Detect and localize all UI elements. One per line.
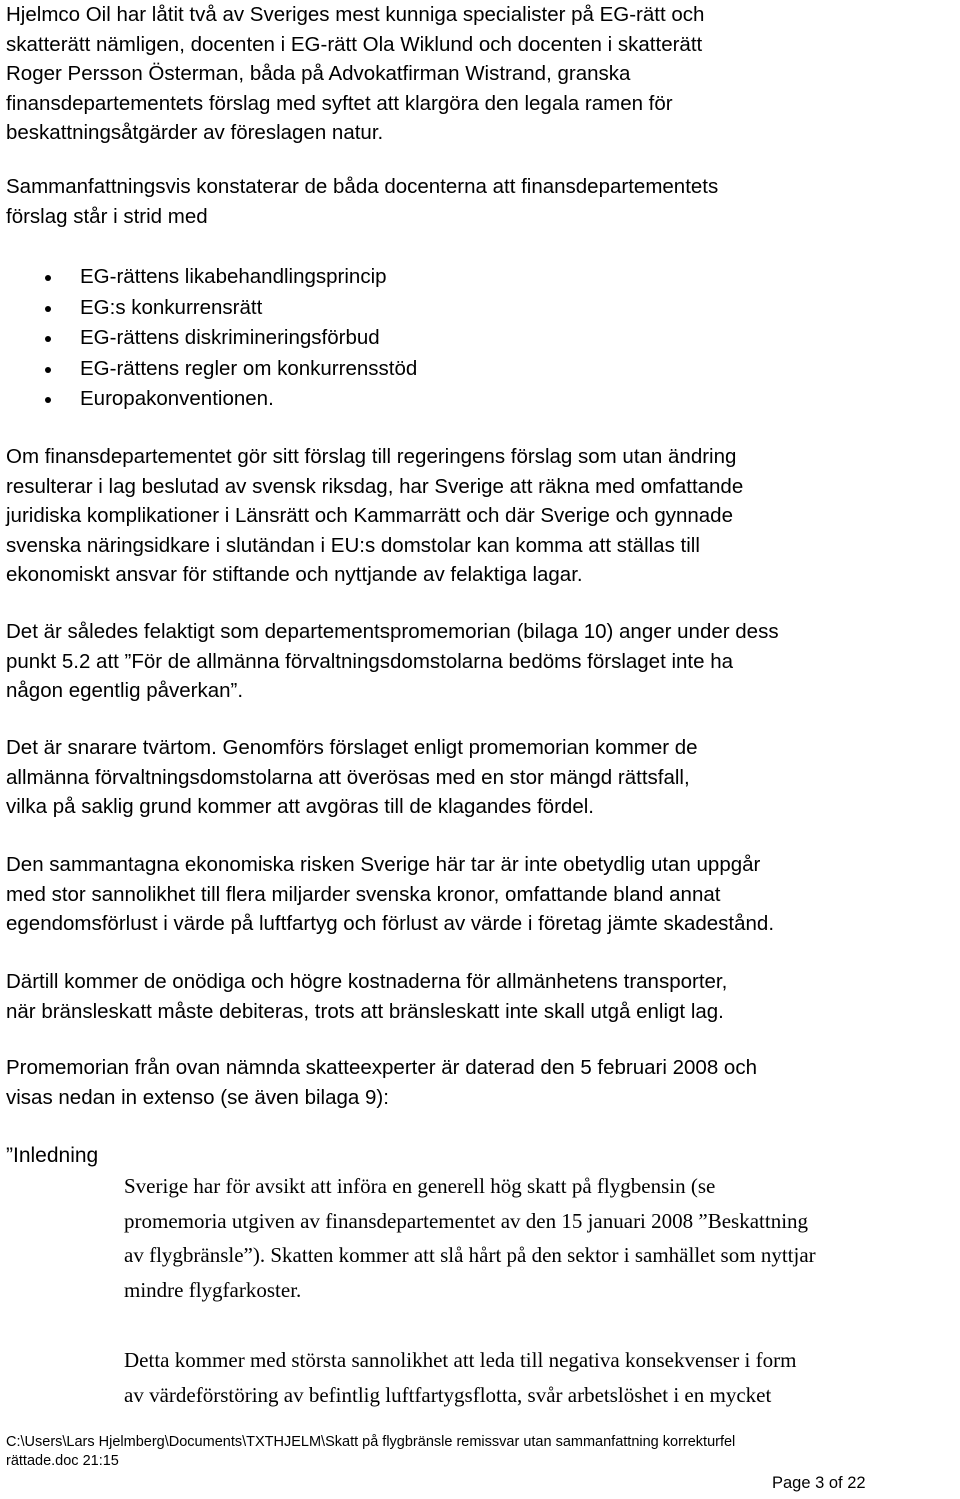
list-item	[0, 384, 900, 415]
text-line: Hjelmco Oil har låtit två av Sveriges mest kunniga specialister på EG-rätt och	[6, 3, 705, 26]
bullet-icon	[45, 306, 51, 312]
list-item-label: EG:s konkurrensrätt	[80, 295, 263, 319]
text-line: Roger Persson Österman, båda på Advokatfirman Wistrand, granska	[6, 62, 631, 85]
text-line: förslag står i strid med	[6, 204, 208, 228]
text-line: mindre flygfarkoster.	[124, 1277, 302, 1302]
text-line: någon egentlig påverkan”.	[6, 679, 244, 702]
paragraph-incorrect-claim	[6, 617, 956, 706]
text-line: Därtill kommer de onödiga och högre kostnaderna för allmänhetens transporter,	[6, 970, 728, 993]
text-line: Promemorian från ovan nämnda skatteexperter är daterad den 5 februari 2008 och	[6, 1056, 757, 1079]
text-line: Om finansdepartementet gör sitt förslag till regeringens förslag som utan ändring	[6, 445, 737, 468]
text-line: beskattningsåtgärder av föreslagen natur.	[6, 121, 384, 144]
text-line: resulterar i lag beslutad av svensk riksdag, har Sverige att räkna med omfattande	[6, 474, 744, 498]
paragraph-intro	[6, 0, 956, 148]
text-line: rättade.doc 21:15	[6, 1453, 119, 1469]
text-line: allmänna förvaltningsdomstolarna att överösas med en stor mängd rättsfall,	[6, 765, 690, 789]
list-item-label: EG-rättens regler om konkurrensstöd	[80, 356, 418, 380]
text-line: visas nedan in extenso (se även bilaga 9):	[6, 1085, 389, 1109]
text-line: Den sammantagna ekonomiska risken Sverige här tar är inte obetydlig utan uppgår	[6, 853, 761, 876]
text-line: svenska näringsidkare i slutändan i EU:s domstolar kan komma att ställas till	[6, 533, 700, 557]
text-line: skatterätt nämligen, docenten i EG-rätt Ola Wiklund och docenten i skatterätt	[6, 32, 703, 56]
bullet-list	[0, 262, 900, 415]
text-line: av flygbränsle”). Skatten kommer att slå hårt på den sektor i samhället som nyttjar	[124, 1243, 816, 1267]
text-line: Sverige har för avsikt att införa en generell hög skatt på flygbensin (se	[124, 1174, 716, 1198]
text-line: när bränsleskatt måste debiteras, trots att bränsleskatt inte skall utgå enligt lag.	[6, 999, 724, 1023]
list-item-label: EG-rättens diskrimineringsförbud	[80, 326, 380, 349]
bullet-icon	[45, 275, 51, 281]
quote-paragraph	[124, 1169, 958, 1307]
list-item	[0, 262, 900, 293]
list-item	[0, 354, 900, 385]
page-number: Page 3 of 22	[772, 1474, 866, 1492]
text-line: Detta kommer med största sannolikhet att leda till negativa konsekvenser i form	[124, 1348, 797, 1372]
text-line: C:\Users\Lars Hjelmberg\Documents\TXTHJELM\Skatt på flygbränsle remissvar utan sammanfattning korrekturfel	[6, 1434, 736, 1450]
list-item	[0, 323, 900, 354]
quote-heading: ”Inledning	[6, 1144, 99, 1167]
text-line: Det är snarare tvärtom. Genomförs förslaget enligt promemorian kommer de	[6, 736, 698, 759]
text-line: punkt 5.2 att ”För de allmänna förvaltningsdomstolarna bedöms förslaget inte ha	[6, 649, 734, 673]
text-line: av värdeförstöring av befintlig luftfartygsflotta, svår arbetslöshet i en mycket	[124, 1382, 772, 1407]
paragraph-economic-risk	[6, 850, 956, 939]
text-line: finansdepartementets förslag med syftet att klargöra den legala ramen för	[6, 91, 673, 115]
text-line: ekonomiskt ansvar för stiftande och nyttjande av felaktiga lagar.	[6, 563, 583, 586]
bullet-icon	[45, 367, 51, 373]
quote-paragraph	[124, 1343, 958, 1412]
paragraph-opposite	[6, 733, 956, 822]
text-line: juridiska komplikationer i Länsrätt och Kammarrätt och där Sverige och gynnade	[6, 504, 733, 527]
text-line: med stor sannolikhet till flera miljarder svenska kronor, omfattande bland annat	[6, 882, 721, 906]
text-line: Sammanfattningsvis konstaterar de båda docenterna att finansdepartementets	[6, 175, 719, 198]
list-item	[0, 293, 900, 324]
paragraph-transport-costs	[6, 967, 956, 1026]
bullet-icon	[45, 397, 51, 403]
list-item-label: EG-rättens likabehandlingsprincip	[80, 265, 387, 288]
text-line: vilka på saklig grund kommer att avgöras till de klagandes fördel.	[6, 795, 594, 818]
list-item-label: Europakonventionen.	[80, 387, 274, 410]
bullet-icon	[45, 336, 51, 342]
paragraph-consequences	[6, 442, 956, 590]
paragraph-memorandum	[6, 1053, 956, 1112]
text-line: Det är således felaktigt som departementspromemorian (bilaga 10) anger under dess	[6, 620, 779, 643]
text-line: promemoria utgiven av finansdepartementet av den 15 januari 2008 ”Beskattning	[124, 1208, 809, 1233]
footer-file-path	[6, 1433, 735, 1471]
paragraph-summary	[6, 172, 956, 231]
text-line: egendomsförlust i värde på luftfartyg och förlust av värde i företag jämte skadestånd.	[6, 912, 775, 935]
